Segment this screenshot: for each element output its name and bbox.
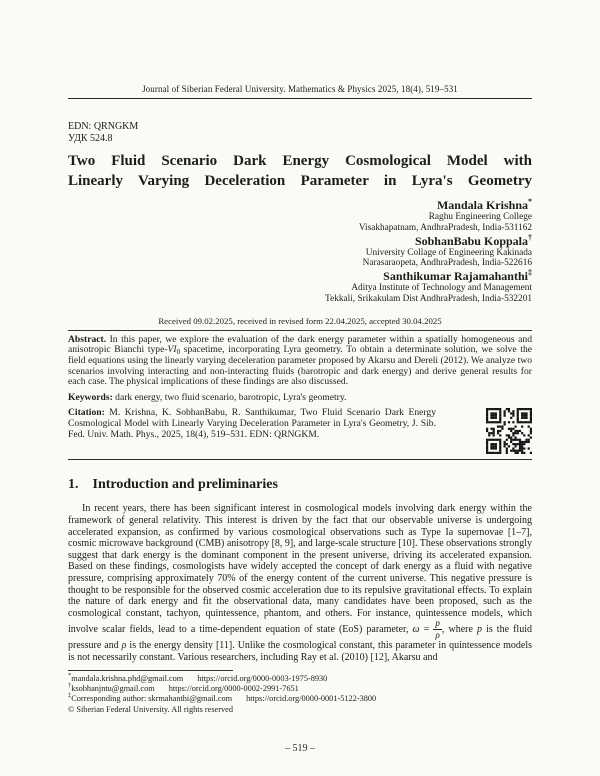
author-name <box>68 269 532 283</box>
footnote-rule <box>68 670 233 671</box>
authors-block <box>68 198 532 305</box>
keywords <box>68 393 532 404</box>
page-number: – 519 – <box>285 743 315 754</box>
section-number: 1. <box>68 477 79 493</box>
author-name-text: Santhikumar Rajamahanthi <box>383 269 528 284</box>
author <box>68 198 532 234</box>
author-affiliation: University Collage of Engineering Kakinada <box>365 247 532 258</box>
page-content <box>68 0 532 715</box>
author-affiliation: Narasaraopeta, AndhraPradesh, India-522616 <box>362 258 532 269</box>
author-affiliation: Visakhapatnam, AndhraPradesh, India-531162 <box>358 222 532 233</box>
journal-header: Journal of Siberian Federal University. Mathematics & Physics 2025, 18(4), 519–531 <box>68 84 532 99</box>
author-affiliation: Tekkali, Srikakulam Dist AndhraPradesh, India-532201 <box>325 293 532 304</box>
author-marker: * <box>528 197 532 206</box>
section-heading <box>68 476 532 494</box>
section-title: Introduction and preliminaries <box>92 477 278 493</box>
qr-code-icon <box>486 408 532 454</box>
author-name <box>68 234 532 248</box>
footnote-marker: * <box>68 672 72 680</box>
footnote-marker: † <box>68 682 72 690</box>
title-line-2: Linearly Varying Deceleration Parameter in Lyra's Geometry <box>68 173 532 189</box>
paper-title <box>68 151 532 191</box>
author-name-text: SobhanBabu Koppala <box>414 233 528 248</box>
footnote-orcid: https://orcid.org/0000-0001-5122-3800 <box>246 694 377 704</box>
udk-code: УДК 524.8 <box>68 133 113 144</box>
citation-row <box>68 408 532 460</box>
keywords-text: dark energy, two fluid scenario, barotropic, Lyra's geometry. <box>112 391 347 403</box>
footnote-email: ksobhanjntu@gmail.com <box>71 684 155 694</box>
article-ids <box>68 121 532 145</box>
citation-text: M. Krishna, K. SobhanBabu, R. Santhikumar, Two Fluid Scenario Dark Energy Cosmological Model with Linearly Varying Deceleration Parameter in Lyra's Geometry, J. Sib. Fed. Univ. Math. Phys., 2025, 18(4), 519–531. EDN: QRNGKM. <box>68 407 436 440</box>
footnote <box>68 674 532 684</box>
abstract-label: Abstract. <box>68 333 107 345</box>
footnote <box>68 684 532 694</box>
footnote-email: mandala.krishna.phd@gmail.com <box>71 674 184 684</box>
title-line-1: Two Fluid Scenario Dark Energy Cosmological Model with <box>68 153 532 169</box>
citation <box>68 408 436 440</box>
author-marker: † <box>528 232 532 242</box>
copyright-line: © Siberian Federal University. All rights reserved <box>68 704 233 714</box>
footnote-orcid: https://orcid.org/0000-0002-2991-7651 <box>168 684 299 694</box>
footnote-email: Corresponding author: skrmahanthi@gmail.com <box>71 694 233 704</box>
footnote-marker: ‡ <box>68 692 72 700</box>
footnote <box>68 694 532 704</box>
footnote-orcid: https://orcid.org/0000-0003-1975-8930 <box>197 674 328 684</box>
author-name <box>68 198 532 212</box>
author-affiliation: Raghu Engineering College <box>428 212 532 222</box>
abstract <box>68 335 532 388</box>
citation-label: Citation: <box>68 407 105 419</box>
edn-code: EDN: QRNGKM <box>68 121 139 132</box>
author <box>68 269 532 305</box>
author <box>68 234 532 270</box>
intro-paragraph <box>68 503 532 663</box>
keywords-label: Keywords: <box>68 391 113 403</box>
intro-text: In recent years, there has been significant interest in cosmological models involving dark energy within the framework of general relativity. This interest is driven by the fact that our observable universe is undergoing accelerated expansion, as confirmed by various cosmological observations such as Type Ia supernovae [1–7], cosmic microwave background (CMB) anisotropy [8, 9], and large-scale structure [10]. These observations strongly suggest that dark energy is the dominant component in the present universe, driving its accelerated expansion. Based on these findings, cosmologists have widely accepted the concept of dark energy as a fluid with negative pressure, comprising approximately 70% of the energy content of the current universe. This negative pressure is thought to be responsible for the observed cosmic acceleration due to its repulsive gravitational effects. To explain the nature of dark energy and fit the observational data, many candidates have been proposed, such as the cosmological constant, tachyon, quintessence, phantom, and others. For instance, quintessence models, which involve scalar fields, lead to a time-dependent equation of state (EoS) parameter, ω = $\frac{p}{\rho}$ , where p is the fluid pressure and ρ is the energy density [11]. Unlike the cosmological constant, this parameter in quintessence models is not necessarily constant. Various researchers, including Ray et al. (2010) [12], Akarsu and <box>68 503 532 663</box>
author-affiliation: Aditya Institute of Technology and Management <box>351 283 532 294</box>
abstract-text: In this paper, we explore the evaluation of the dark energy parameter within a spatially homogeneous and anisotropic Bianchi type-$VI_0$ spacetime, incorporating Lyra geometry. To obtain a determinate solution, we solve the field equations using the linearly varying deceleration parameter proposed by Akarsu and Dereli (2012). We analyze two scenarios involving interacting and non-interacting fluids (barotropic and dark energy) and derive general results for each case. The physical implications of these findings are also discussed. <box>68 333 532 388</box>
footnotes <box>68 670 532 714</box>
author-name-text: Mandala Krishna <box>436 198 528 212</box>
received-dates: Received 09.02.2025, received in revised form 22.04.2025, accepted 30.04.2025 <box>68 316 532 331</box>
author-marker: ‡ <box>528 268 532 278</box>
